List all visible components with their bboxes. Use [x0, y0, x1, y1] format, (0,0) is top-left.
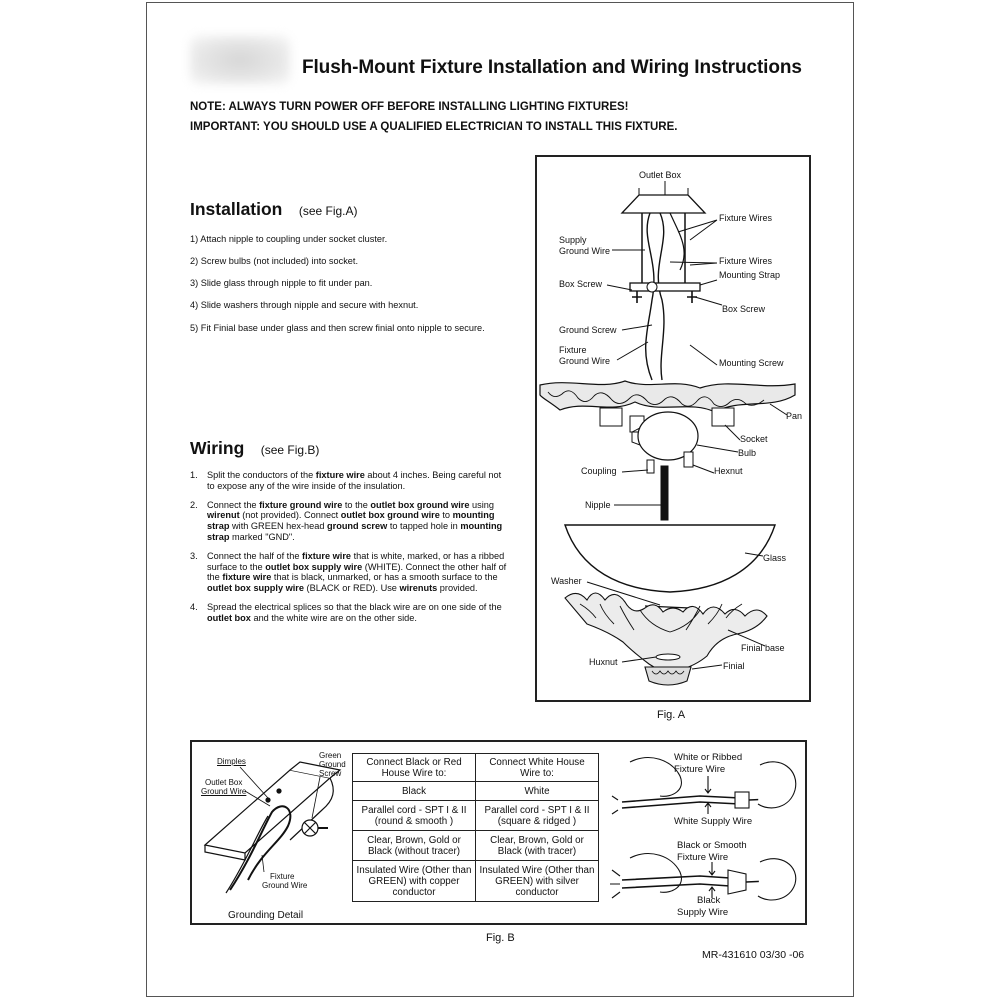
label-box-screw: Box Screw — [722, 304, 766, 314]
figure-b-caption: Fig. B — [486, 932, 515, 944]
figure-a-caption: Fig. A — [657, 709, 686, 721]
wiring-step-number: 2. — [190, 499, 198, 510]
label-fixture-wires: Fixture Wires — [719, 213, 773, 223]
label-mounting-strap: Mounting Strap — [719, 270, 781, 280]
table-cell: Clear, Brown, Gold or Black (with tracer) — [476, 831, 599, 861]
table-cell: Insulated Wire (Other than GREEN) with silver conductor — [476, 861, 599, 902]
installation-heading: Installation — [190, 199, 283, 219]
label-supply: Supply — [559, 235, 587, 245]
label-ground-screw: Ground Screw — [559, 325, 617, 335]
label-fixture-wires: Fixture Wires — [719, 256, 773, 266]
label-outlet-box: Outlet Box — [639, 170, 682, 180]
document-code: MR-431610 03/30 -06 — [702, 949, 805, 961]
table-cell: Black — [353, 782, 476, 801]
wiring-step-text: Split the conductors of the fixture wire about 4 inches. Being careful not to expose any of the wire inside of the insulation. — [207, 470, 502, 491]
label-bulb: Bulb — [738, 448, 757, 458]
label-fixture-ground: Fixture — [270, 872, 295, 881]
label-outlet-box-ground-wire: Ground Wire — [201, 787, 247, 796]
grounding-detail-title: Grounding Detail — [228, 910, 304, 921]
label-black-supply-wire: Supply Wire — [677, 907, 729, 918]
label-green-ground: Ground — [319, 760, 346, 769]
label-white-fixture-wire: Fixture Wire — [674, 764, 726, 775]
table-cell: White — [476, 782, 599, 801]
label-black-smooth: Black or Smooth — [677, 840, 747, 851]
label-fixture: Fixture — [559, 345, 587, 355]
table-cell: Parallel cord - SPT I & II (round & smooth ) — [353, 801, 476, 831]
label-coupling: Coupling — [581, 466, 617, 476]
label-hexnut: Hexnut — [714, 466, 743, 476]
installation-step: 5) Fit Finial base under glass and then screw finial onto nipple to secure. — [190, 323, 485, 333]
page-title: Flush-Mount Fixture Installation and Wiring Instructions — [302, 57, 802, 78]
label-black: Black — [697, 895, 721, 906]
installation-step: 2) Screw bulbs (not included) into socket. — [190, 256, 359, 266]
label-dimples: Dimples — [217, 757, 246, 766]
label-fixture-ground-wire: Ground Wire — [559, 356, 611, 366]
wiring-step-number: 4. — [190, 601, 198, 612]
table-cell: Insulated Wire (Other than GREEN) with copper conductor — [353, 861, 476, 902]
label-washer: Washer — [551, 576, 582, 586]
installation-step: 1) Attach nipple to coupling under socket cluster. — [190, 234, 388, 244]
label-supply-ground-wire: Ground Wire — [559, 246, 611, 256]
table-header-cell: Connect White House Wire to: — [476, 754, 599, 782]
label-fixture-ground-wire: Ground Wire — [262, 881, 308, 890]
wiring-step-number: 1. — [190, 470, 198, 480]
label-white-ribbed: White or Ribbed — [674, 752, 743, 763]
label-finial-base: Finial base — [741, 643, 785, 653]
wiring-step-text: Connect the half of the fixture wire that is white, marked, or has a ribbed surface to the outlet box supply wire (WHITE). Connect the other half of the fixture wire that is black, unmarked, or has a smooth surface to the outlet box supply wire (BLACK or RED). Use wirenuts provided. — [207, 550, 507, 594]
label-pan: Pan — [786, 411, 803, 421]
label-glass: Glass — [763, 553, 787, 563]
label-mounting-screw: Mounting Screw — [719, 358, 784, 368]
label-black-fixture-wire: Fixture Wire — [677, 852, 729, 863]
label-socket: Socket — [740, 434, 768, 444]
electrician-note: IMPORTANT: YOU SHOULD USE A QUALIFIED ELECTRICIAN TO INSTALL THIS FIXTURE. — [190, 121, 678, 133]
label-box-screw: Box Screw — [559, 279, 603, 289]
wiring-see-fig: (see Fig.B) — [260, 443, 320, 457]
power-off-note: NOTE: ALWAYS TURN POWER OFF BEFORE INSTALLING LIGHTING FIXTURES! — [190, 101, 629, 113]
label-white-supply-wire: White Supply Wire — [674, 816, 753, 827]
label-green-screw: Screw — [319, 769, 342, 778]
installation-see-fig: (see Fig.A) — [298, 204, 358, 218]
installation-step: 4) Slide washers through nipple and secure with hexnut. — [190, 300, 419, 310]
wiring-heading: Wiring — [190, 438, 245, 458]
wiring-step-number: 3. — [190, 550, 198, 561]
label-green: Green — [319, 751, 342, 760]
table-cell: Parallel cord - SPT I & II (square & ridged ) — [476, 801, 599, 831]
wiring-step-text: Connect the fixture ground wire to the outlet box ground wire using wirenut (not provided). Connect outlet box ground wire to mounting strap with GREEN hex-head ground screw to tapped hole in mounting strap marked "GND". — [207, 499, 503, 542]
installation-step: 3) Slide glass through nipple to fit under pan. — [190, 278, 373, 288]
label-finial: Finial — [723, 661, 745, 671]
label-nipple: Nipple — [585, 500, 611, 510]
wiring-step-text: Spread the electrical splices so that the black wire are on one side of the outlet box and the white wire are on the other side. — [207, 601, 502, 623]
table-cell: Clear, Brown, Gold or Black (without tracer) — [353, 831, 476, 861]
table-header-cell: Connect Black or Red House Wire to: — [353, 754, 476, 782]
label-outlet-box-ground: Outlet Box — [205, 778, 243, 787]
label-huxnut: Huxnut — [589, 657, 618, 667]
